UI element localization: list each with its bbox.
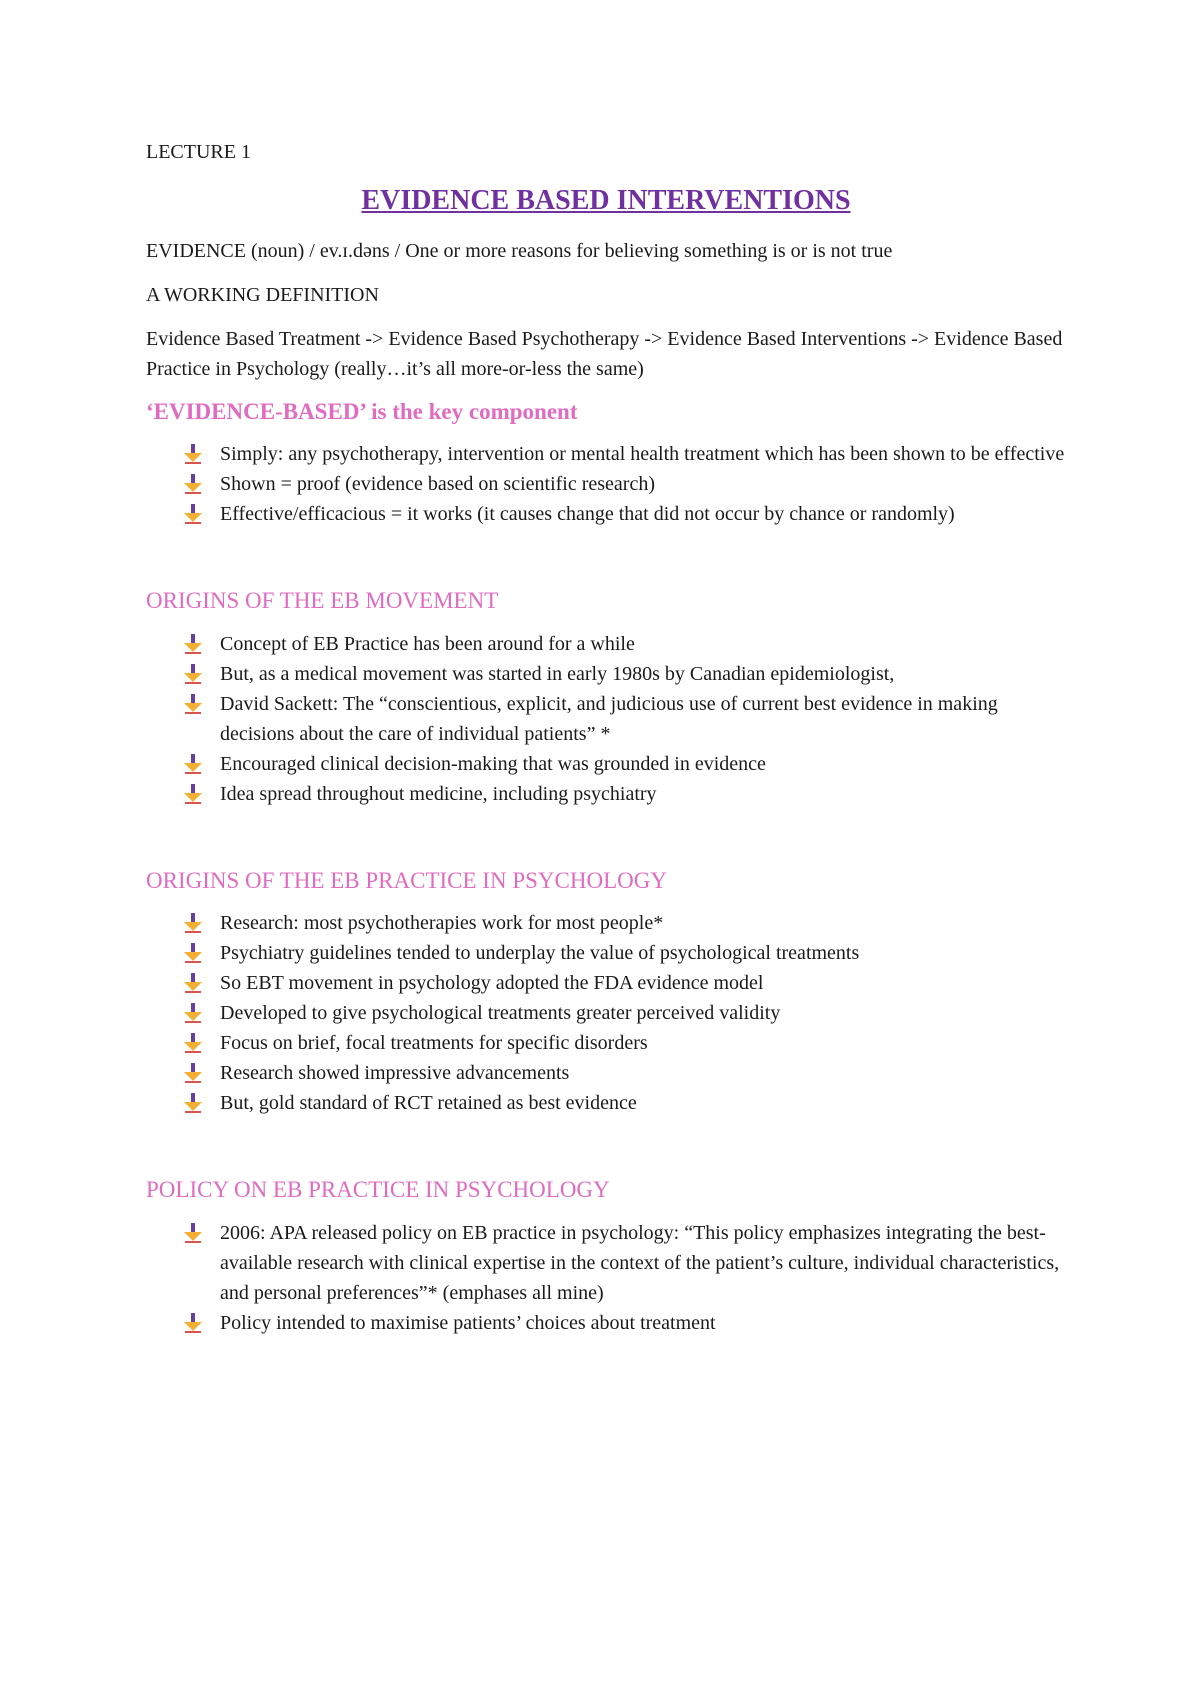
list-item-text: But, as a medical movement was started in early 1980s by Canadian epidemiologist, [220, 662, 895, 685]
list-item [182, 749, 1066, 779]
arrow-down-bullet-icon [182, 1092, 204, 1114]
arrow-down-bullet-icon [182, 1002, 204, 1024]
section-origins-eb-movement [146, 587, 1066, 809]
working-definition-label: A WORKING DEFINITION [146, 283, 379, 306]
list-item [182, 629, 1066, 659]
arrow-down-bullet-icon [182, 633, 204, 655]
list-item-text: Developed to give psychological treatments greater perceived validity [220, 1002, 781, 1025]
list-item [182, 469, 1066, 499]
arrow-down-bullet-icon [182, 1062, 204, 1084]
section-origins-eb-psychology [146, 867, 1066, 1119]
section-heading: ORIGINS OF THE EB PRACTICE IN PSYCHOLOGY [146, 867, 667, 893]
list-item-text: Policy intended to maximise patients’ choices about treatment [220, 1311, 716, 1334]
arrow-down-bullet-icon [182, 1222, 204, 1244]
bullet-list [146, 439, 1066, 529]
list-item-text: Idea spread throughout medicine, including psychiatry [220, 782, 657, 805]
arrow-down-bullet-icon [182, 1312, 204, 1334]
list-item [182, 998, 1066, 1028]
arrow-down-bullet-icon [182, 912, 204, 934]
arrow-down-bullet-icon [182, 503, 204, 525]
arrow-down-bullet-icon [182, 1032, 204, 1054]
list-item [182, 1218, 1066, 1308]
lecture-label: LECTURE 1 [146, 141, 251, 163]
list-item-text: Research: most psychotherapies work for most people* [220, 912, 664, 935]
list-item-text: Encouraged clinical decision-making that was grounded in evidence [220, 752, 766, 775]
list-item [182, 1058, 1066, 1088]
section-key-component [146, 398, 1066, 530]
list-item [182, 1088, 1066, 1118]
section-heading: ‘EVIDENCE-BASED’ is the key component [146, 398, 578, 424]
section-policy-eb-psychology [146, 1176, 1066, 1338]
bullet-list [146, 629, 1066, 809]
arrow-down-bullet-icon [182, 972, 204, 994]
list-item [182, 779, 1066, 809]
list-item [182, 1028, 1066, 1058]
document-page [146, 140, 1066, 1338]
arrow-down-bullet-icon [182, 942, 204, 964]
list-item-text: Shown = proof (evidence based on scientific research) [220, 473, 655, 496]
list-item [182, 968, 1066, 998]
list-item-text: Focus on brief, focal treatments for specific disorders [220, 1032, 648, 1055]
list-item [182, 908, 1066, 938]
list-item-text: David Sackett: The “conscientious, explicit, and judicious use of current best evidence in making decisions about the care of individual patients” * [220, 692, 998, 745]
arrow-down-bullet-icon [182, 753, 204, 775]
list-item [182, 938, 1066, 968]
section-heading: POLICY ON EB PRACTICE IN PSYCHOLOGY [146, 1177, 610, 1203]
arrow-down-bullet-icon [182, 443, 204, 465]
list-item [182, 1308, 1066, 1338]
list-item-text: But, gold standard of RCT retained as best evidence [220, 1092, 637, 1115]
list-item-text: Psychiatry guidelines tended to underplay the value of psychological treatments [220, 942, 860, 965]
list-item-text: So EBT movement in psychology adopted the FDA evidence model [220, 972, 764, 995]
section-heading: ORIGINS OF THE EB MOVEMENT [146, 588, 499, 614]
working-definition-text: Evidence Based Treatment -> Evidence Based Psychotherapy -> Evidence Based Interventions -> Evidence Based Practice in Psychology (really…it’s all more-or-less the same) [146, 327, 1063, 380]
bullet-list [146, 1218, 1066, 1338]
list-item [182, 689, 1066, 749]
list-item-text: Simply: any psychotherapy, intervention or mental health treatment which has been shown to be effective [220, 443, 1065, 466]
page-title: EVIDENCE BASED INTERVENTIONS [361, 185, 851, 216]
bullet-list [146, 908, 1066, 1118]
arrow-down-bullet-icon [182, 783, 204, 805]
list-item [182, 659, 1066, 689]
arrow-down-bullet-icon [182, 663, 204, 685]
list-item [182, 499, 1066, 529]
list-item-text: 2006: APA released policy on EB practice in psychology: “This policy emphasizes integrating the best-available research with clinical expertise in the context of the patient’s culture, individual characteristics, and personal preferences”* (emphases all mine) [220, 1221, 1060, 1304]
arrow-down-bullet-icon [182, 693, 204, 715]
list-item-text: Research showed impressive advancements [220, 1062, 570, 1085]
definition-text: EVIDENCE (noun) / ev.ɪ.dəns / One or more reasons for believing something is or is not true [146, 239, 893, 262]
list-item [182, 439, 1066, 469]
arrow-down-bullet-icon [182, 473, 204, 495]
list-item-text: Concept of EB Practice has been around for a while [220, 632, 635, 655]
list-item-text: Effective/efficacious = it works (it causes change that did not occur by chance or randomly) [220, 503, 955, 526]
